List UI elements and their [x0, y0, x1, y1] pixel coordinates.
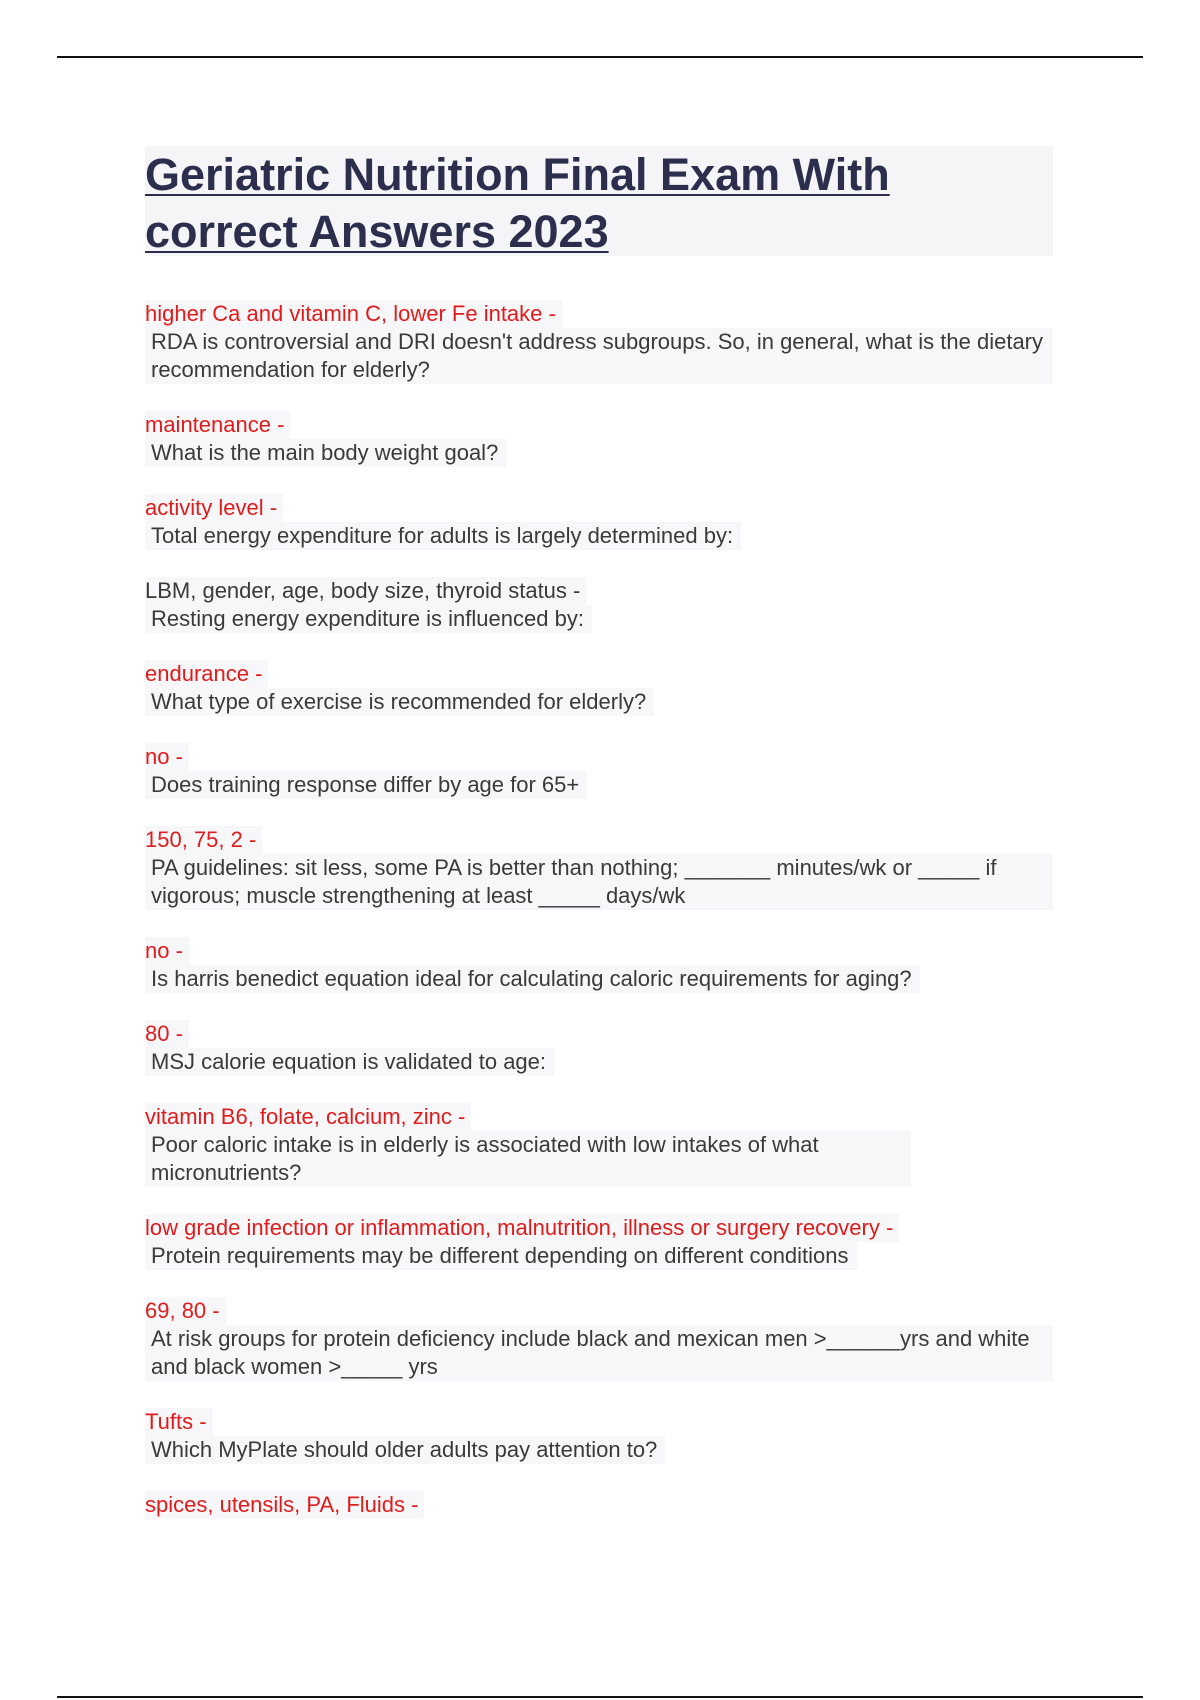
qa-list	[145, 300, 1053, 1546]
question-text: RDA is controversial and DRI doesn't address subgroups. So, in general, what is the dietary recommendation for elderly?	[145, 328, 1053, 384]
question-text: Poor caloric intake is in elderly is associated with low intakes of what micronutrients?	[145, 1131, 911, 1187]
qa-item	[145, 743, 1053, 799]
question-text: At risk groups for protein deficiency include black and mexican men >______yrs and white and black women >_____ yrs	[145, 1325, 1053, 1381]
qa-item	[145, 1408, 1053, 1464]
qa-item	[145, 660, 1053, 716]
qa-item	[145, 1103, 1053, 1187]
answer-text: Tufts -	[145, 1408, 213, 1436]
question-text: PA guidelines: sit less, some PA is better than nothing; _______ minutes/wk or _____ if vigorous; muscle strengthening at least _____ days/wk	[145, 854, 1053, 910]
answer-text: LBM, gender, age, body size, thyroid status -	[145, 577, 586, 605]
answer-text: 69, 80 -	[145, 1297, 226, 1325]
question-text: MSJ calorie equation is validated to age:	[145, 1048, 554, 1076]
title-block	[145, 146, 1053, 256]
answer-text: activity level -	[145, 494, 283, 522]
question-text: Resting energy expenditure is influenced by:	[145, 605, 592, 633]
qa-item	[145, 937, 1053, 993]
answer-text: higher Ca and vitamin C, lower Fe intake -	[145, 300, 562, 328]
question-text: Is harris benedict equation ideal for calculating caloric requirements for aging?	[145, 965, 920, 993]
answer-text: low grade infection or inflammation, malnutrition, illness or surgery recovery -	[145, 1214, 899, 1242]
qa-item	[145, 1297, 1053, 1381]
question-text: What type of exercise is recommended for elderly?	[145, 688, 654, 716]
answer-text: endurance -	[145, 660, 268, 688]
answer-text: no -	[145, 937, 189, 965]
top-divider	[57, 56, 1143, 58]
question-text: Total energy expenditure for adults is largely determined by:	[145, 522, 741, 550]
document-title: Geriatric Nutrition Final Exam With correct Answers 2023	[145, 149, 890, 257]
answer-text: 80 -	[145, 1020, 189, 1048]
qa-item	[145, 826, 1053, 910]
answer-text: maintenance -	[145, 411, 290, 439]
answer-text: 150, 75, 2 -	[145, 826, 262, 854]
answer-text: spices, utensils, PA, Fluids -	[145, 1491, 424, 1519]
qa-item	[145, 411, 1053, 467]
question-text: What is the main body weight goal?	[145, 439, 506, 467]
qa-item	[145, 577, 1053, 633]
qa-item	[145, 1491, 1053, 1519]
question-text: Which MyPlate should older adults pay attention to?	[145, 1436, 665, 1464]
qa-item	[145, 494, 1053, 550]
bottom-divider	[57, 1696, 1143, 1698]
question-text: Does training response differ by age for 65+	[145, 771, 587, 799]
answer-text: vitamin B6, folate, calcium, zinc -	[145, 1103, 471, 1131]
qa-item	[145, 1020, 1053, 1076]
qa-item	[145, 1214, 1053, 1270]
answer-text: no -	[145, 743, 189, 771]
qa-item	[145, 300, 1053, 384]
question-text: Protein requirements may be different depending on different conditions	[145, 1242, 857, 1270]
